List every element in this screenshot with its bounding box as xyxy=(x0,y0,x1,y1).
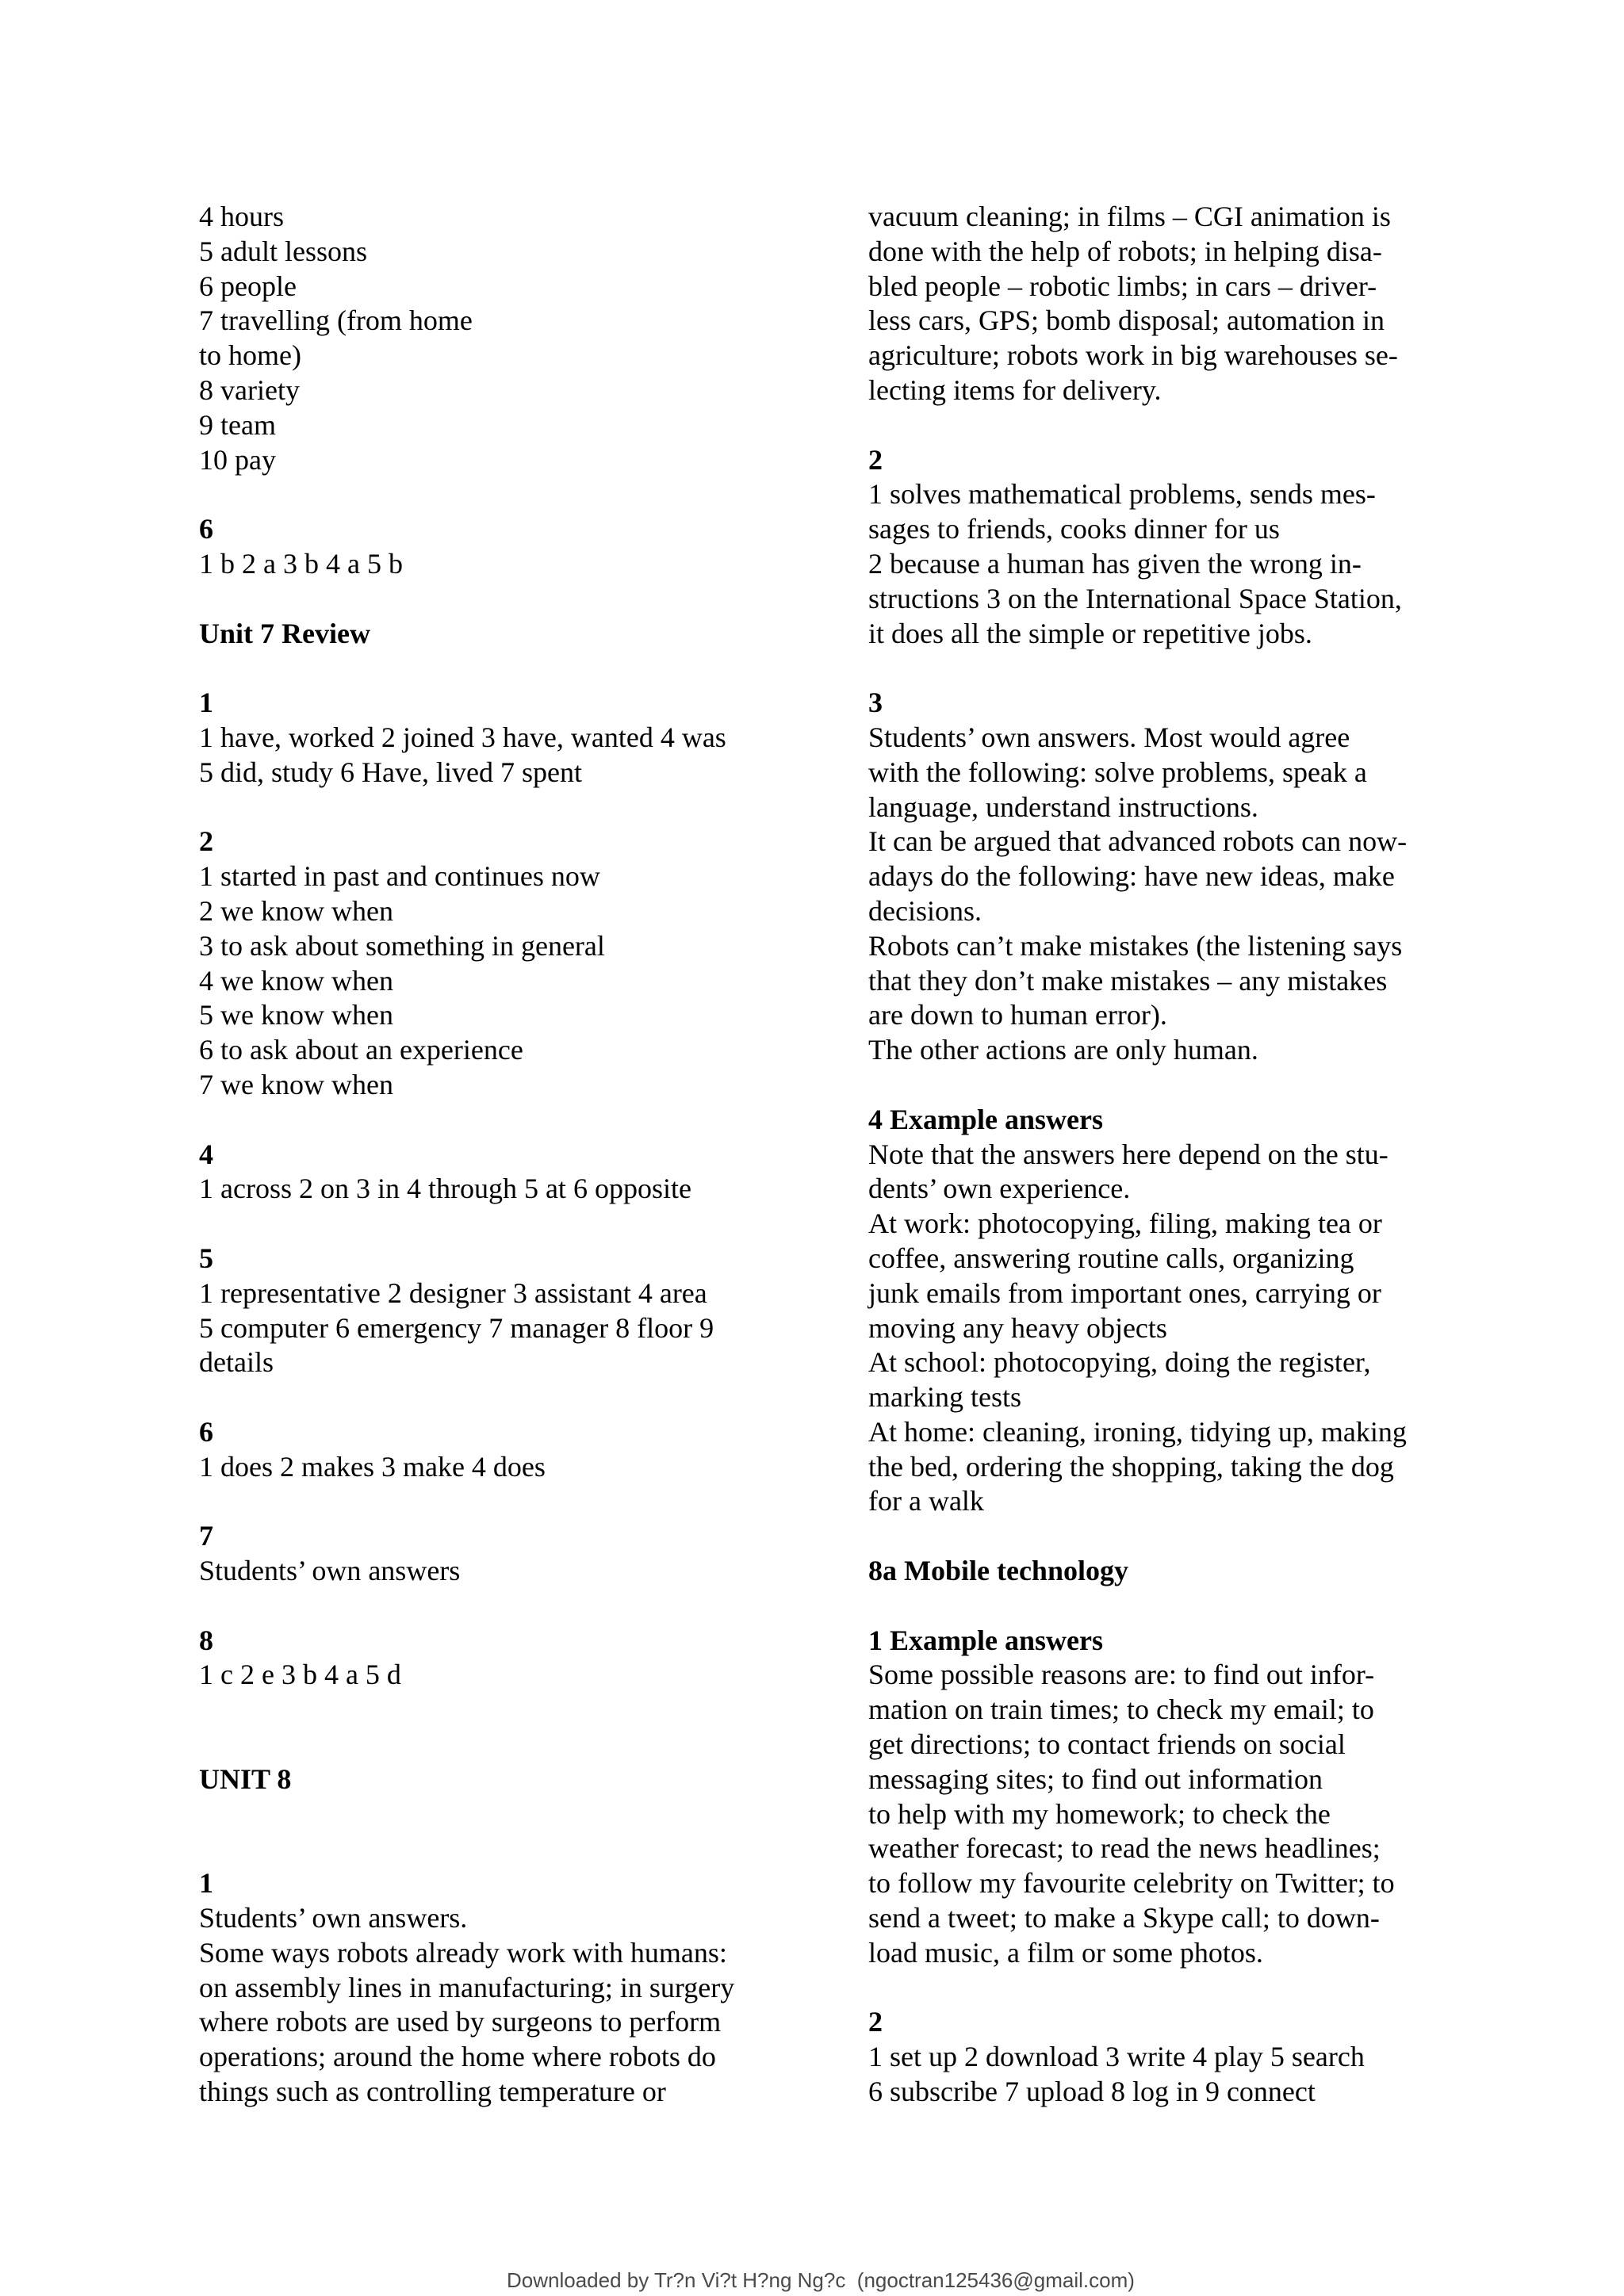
answer-line: 1 b 2 a 3 b 4 a 5 b xyxy=(199,547,403,580)
answer-line: 5 we know when xyxy=(199,999,393,1031)
answer-block xyxy=(868,2005,1519,2109)
answer-line: agriculture; robots work in big warehouses se- xyxy=(868,339,1398,372)
answer-line: 1 set up 2 download 3 write 4 play 5 search xyxy=(868,2041,1365,2073)
answer-line: moving any heavy objects xyxy=(868,1311,1167,1344)
lesson-block xyxy=(868,1554,1519,1589)
answer-line: 1 solves mathematical problems, sends mes- xyxy=(868,478,1376,511)
answer-line: the bed, ordering the shopping, taking the dog xyxy=(868,1450,1394,1483)
answer-line: 3 to ask about something in general xyxy=(199,929,605,962)
answer-line: Robots can’t make mistakes (the listening says xyxy=(868,929,1403,962)
answer-line: 7 we know when xyxy=(199,1068,393,1100)
answer-line: to help with my homework; to check the xyxy=(868,1797,1331,1830)
answer-line: language, understand instructions. xyxy=(868,790,1258,823)
answer-line: are down to human error). xyxy=(868,999,1167,1031)
answer-line: marking tests xyxy=(868,1381,1021,1414)
answer-line: bled people – robotic limbs; in cars – driver- xyxy=(868,270,1377,302)
answer-line: dents’ own experience. xyxy=(868,1173,1131,1205)
answer-line: lecting items for delivery. xyxy=(868,373,1162,406)
answer-block xyxy=(199,1519,818,1589)
answer-line: 1 representative 2 designer 3 assistant 4 area xyxy=(199,1276,707,1309)
answer-line: on assembly lines in manufacturing; in surgery xyxy=(199,1971,735,2003)
answer-line: weather forecast; to read the news headlines; xyxy=(868,1832,1381,1865)
answer-line: where robots are used by surgeons to perform xyxy=(199,2006,722,2038)
unit-8-heading: UNIT 8 xyxy=(199,1762,292,1795)
answer-line: The other actions are only human. xyxy=(868,1034,1258,1066)
answer-line: 1 have, worked 2 joined 3 have, wanted 4 was xyxy=(199,721,726,753)
answer-block xyxy=(868,686,1519,1068)
answer-line: sages to friends, cooks dinner for us xyxy=(868,513,1280,545)
answer-line: operations; around the home where robots do xyxy=(199,2041,716,2073)
exercise-heading: 1 Example answers xyxy=(868,1624,1103,1656)
answer-block xyxy=(868,1624,1519,1971)
unit-7-review-heading: Unit 7 Review xyxy=(199,617,370,649)
answer-block xyxy=(199,1866,818,2110)
answer-line: load music, a film or some photos. xyxy=(868,1936,1263,1969)
answer-line: it does all the simple or repetitive jobs. xyxy=(868,617,1312,649)
answer-block xyxy=(199,1415,818,1485)
right-column xyxy=(868,200,1519,2110)
unit-review-block xyxy=(199,617,818,652)
left-column xyxy=(199,200,818,2110)
answer-line: 2 we know when xyxy=(199,894,393,927)
answer-line: Some possible reasons are: to find out infor- xyxy=(868,1659,1375,1691)
answer-line: less cars, GPS; bomb disposal; automation in xyxy=(868,304,1385,337)
answer-line: At work: photocopying, filing, making tea or xyxy=(868,1207,1382,1240)
answer-block xyxy=(199,686,818,790)
answer-block xyxy=(199,200,818,477)
answer-line: coffee, answering routine calls, organizing xyxy=(868,1242,1354,1274)
answer-line: with the following: solve problems, speak a xyxy=(868,756,1367,788)
answer-line: 5 computer 6 emergency 7 manager 8 floor 9 xyxy=(199,1311,714,1344)
answer-line: 10 pay xyxy=(199,443,276,476)
answer-line: adays do the following: have new ideas, make xyxy=(868,860,1395,893)
answer-line: done with the help of robots; in helping disa- xyxy=(868,235,1382,267)
answer-line: Students’ own answers xyxy=(199,1555,461,1587)
answer-block xyxy=(199,1624,818,1693)
answer-line: 2 because a human has given the wrong in- xyxy=(868,547,1362,580)
unit-block xyxy=(199,1762,818,1797)
lesson-heading: 8a Mobile technology xyxy=(868,1555,1128,1587)
answer-line: 7 travelling (from home xyxy=(199,304,473,337)
answer-line: 1 started in past and continues now xyxy=(199,860,600,893)
answer-line: things such as controlling temperature or xyxy=(199,2076,666,2108)
exercise-heading: 6 xyxy=(199,1415,213,1448)
answer-line: Note that the answers here depend on the stu- xyxy=(868,1138,1388,1170)
answer-line: 6 to ask about an experience xyxy=(199,1034,523,1066)
answer-line: to home) xyxy=(199,339,301,372)
answer-line: 1 does 2 makes 3 make 4 does xyxy=(199,1450,546,1483)
answer-line: mation on train times; to check my email; to xyxy=(868,1693,1374,1726)
answer-line: messaging sites; to find out information xyxy=(868,1762,1323,1795)
answer-block xyxy=(199,1138,818,1207)
exercise-heading: 4 Example answers xyxy=(868,1103,1103,1135)
answer-line: that they don’t make mistakes – any mistakes xyxy=(868,964,1388,997)
answer-line: 1 c 2 e 3 b 4 a 5 d xyxy=(199,1659,401,1691)
download-footer: Downloaded by Tr?n Vi?t H?ng Ng?c (ngoctran125436@gmail.com) xyxy=(507,2268,1135,2292)
answer-line: It can be argued that advanced robots can now- xyxy=(868,825,1408,858)
answer-line: At school: photocopying, doing the register, xyxy=(868,1346,1371,1379)
answer-line: Some ways robots already work with humans: xyxy=(199,1936,727,1969)
exercise-heading: 1 xyxy=(199,687,213,719)
answer-block xyxy=(199,1242,818,1380)
answer-line: 9 team xyxy=(199,408,276,441)
answer-line: 1 across 2 on 3 in 4 through 5 at 6 opposite xyxy=(199,1173,691,1205)
answer-block xyxy=(199,512,818,582)
answer-line: send a tweet; to make a Skype call; to down- xyxy=(868,1902,1380,1934)
answer-block xyxy=(868,200,1519,408)
answer-line: decisions. xyxy=(868,894,982,927)
answer-line: Students’ own answers. xyxy=(199,1902,468,1934)
answer-line: junk emails from important ones, carrying or xyxy=(868,1276,1381,1309)
exercise-heading: 1 xyxy=(199,1867,213,1900)
exercise-heading: 4 xyxy=(199,1138,213,1170)
answer-line: 8 variety xyxy=(199,373,300,406)
answer-line: 6 people xyxy=(199,270,297,302)
answer-line: to follow my favourite celebrity on Twitter; to xyxy=(868,1867,1395,1900)
exercise-heading: 6 xyxy=(199,513,213,545)
answer-line: for a walk xyxy=(868,1485,984,1517)
exercise-heading: 8 xyxy=(199,1624,213,1656)
exercise-heading: 7 xyxy=(199,1520,213,1552)
answer-line: get directions; to contact friends on social xyxy=(868,1728,1346,1761)
exercise-heading: 2 xyxy=(199,825,213,858)
exercise-heading: 3 xyxy=(868,687,883,719)
exercise-heading: 2 xyxy=(868,2006,883,2038)
exercise-heading: 2 xyxy=(868,443,883,476)
answer-line: structions 3 on the International Space Station, xyxy=(868,582,1402,614)
answer-block xyxy=(868,443,1519,652)
answer-line: Students’ own answers. Most would agree xyxy=(868,721,1350,753)
answer-line: 4 we know when xyxy=(199,964,393,997)
exercise-heading: 5 xyxy=(199,1242,213,1274)
answer-line: 5 did, study 6 Have, lived 7 spent xyxy=(199,756,582,788)
answer-line: 5 adult lessons xyxy=(199,235,367,267)
answer-line: At home: cleaning, ironing, tidying up, making xyxy=(868,1415,1407,1448)
answer-line: 6 subscribe 7 upload 8 log in 9 connect xyxy=(868,2076,1316,2108)
answer-block xyxy=(868,1103,1519,1520)
answer-line: vacuum cleaning; in films – CGI animation is xyxy=(868,201,1391,232)
answer-line: 4 hours xyxy=(199,201,284,232)
answer-block xyxy=(199,825,818,1102)
answer-line: details xyxy=(199,1346,274,1379)
